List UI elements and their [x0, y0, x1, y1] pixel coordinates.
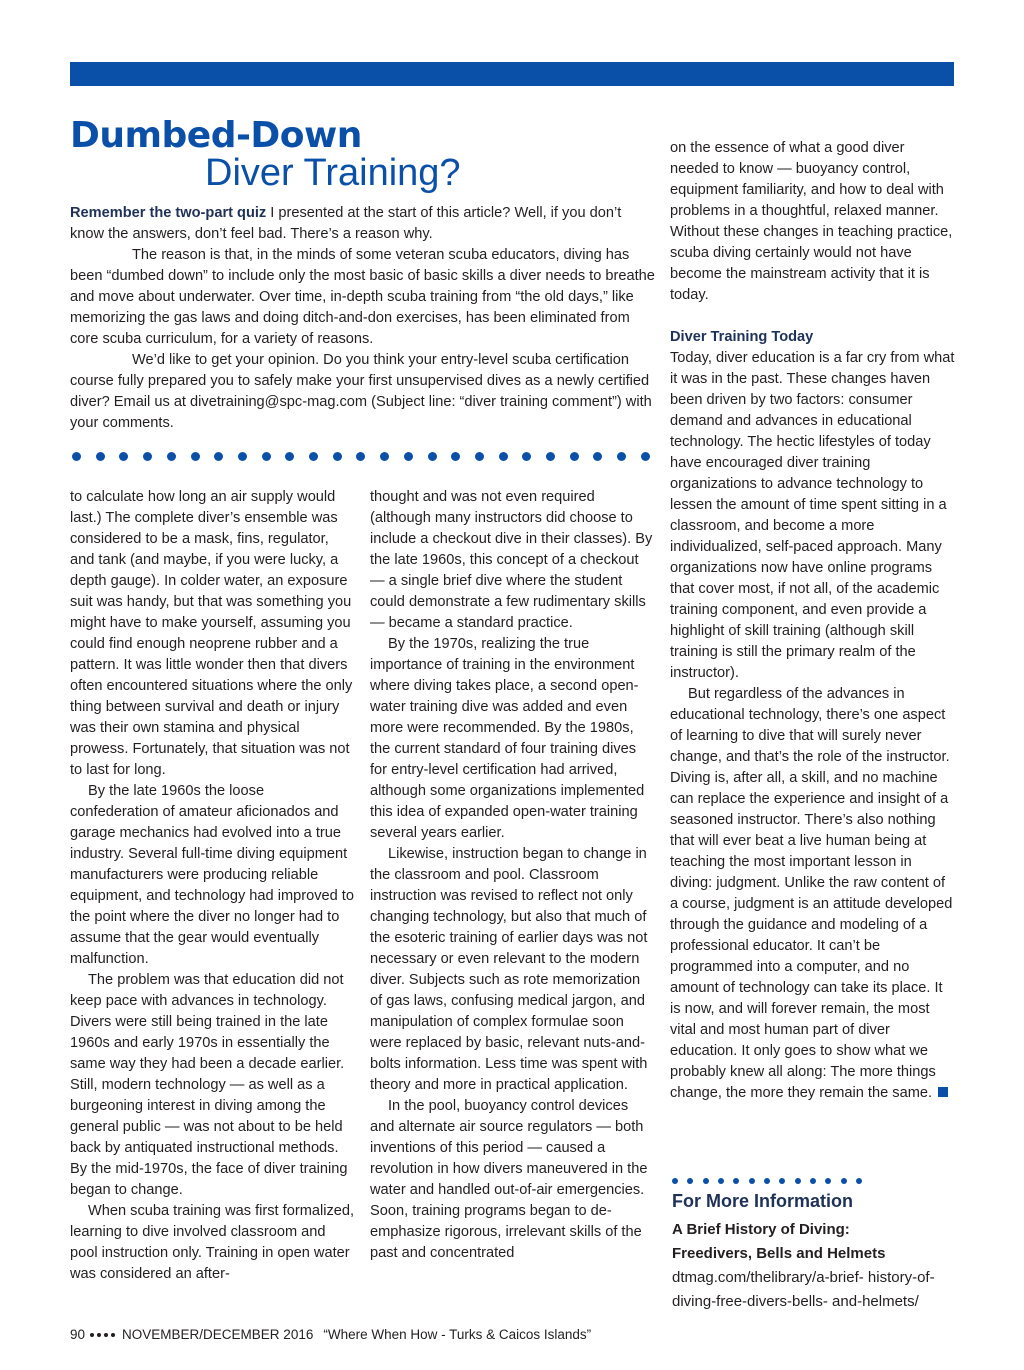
- more-info-title-line2: Freedivers, Bells and Helmets: [672, 1245, 886, 1262]
- column-2: [370, 487, 655, 1264]
- body-paragraph: [670, 684, 955, 1104]
- issue-tagline: “Where When How - Turks & Caicos Islands”: [323, 1327, 592, 1342]
- sidebar-lead-rest: I presented at the start of this article? Well, if you don’t know the answers, don’t feel bad. There’s a reason why.: [70, 205, 622, 242]
- body-paragraph: The problem was that education did not keep pace with advances in technology. Divers were still being trained in the late 1960s and early 1970s in essentially the same way they had been a decade earlier. Still, modern technology — as well as a burgeoning interest in diving among the general public — was not about to be held back by antiquated instructional methods. By the mid-1970s, the face of diver training began to change.: [70, 972, 348, 1198]
- sidebar-paragraph: [70, 203, 655, 245]
- body-paragraph: In the pool, buoyancy control devices and alternate air source regulators — both inventions of this period — caused a revolution in how divers maneuvered in the water and handled out-of-air emergencies. Soon, training programs began to de-emphasize rigorous, irrelevant skills of the past and concentrated: [370, 1098, 648, 1261]
- more-info-box: [672, 1188, 972, 1314]
- sidebar-paragraph: The reason is that, in the minds of some veteran scuba educators, diving has been “dumbed down” to include only the most basic of basic skills a diver needs to breathe and move about underwater. Over time, in-depth scuba training from “the old days,” like memorizing the gas laws and doing ditch-and-don exercises, has been eliminated from core scuba curriculum, for a variety of reasons.: [70, 247, 655, 347]
- end-mark-icon: [938, 1087, 948, 1097]
- article-title-line2: Diver Training?: [205, 152, 461, 194]
- sidebar-paragraph: We’d like to get your opinion. Do you think your entry-level scuba certification course fully prepared you to safely make your first unsupervised dives as a newly certified diver? Email us at divetraining@spc-mag.com (Subject line: “diver training comment”) with your comments.: [70, 352, 652, 431]
- column-3: [670, 138, 955, 1104]
- body-paragraph: on the essence of what a good diver needed to know — buoyancy control, equipment familiarity, and how to deal with problems in a thoughtful, relaxed manner. Without these changes in teaching practice, scuba diving certainly would not have become the mainstream activity that it is today.: [670, 140, 953, 303]
- body-paragraph: By the late 1960s the loose confederation of amateur aficionados and garage mechanics had evolved into a true industry. Several full-time diving equipment manufacturers were producing reliable equipment, and technology had improved to the point where the diver no longer had to assume that the gear would eventually malfunction.: [70, 783, 354, 967]
- closing-text: But regardless of the advances in educational technology, there’s one aspect of learning to dive that will surely never change, and that’s the role of the instructor. Diving is, after all, a skill, and no machine can replace the experience and insight of a seasoned instructor. There’s also nothing that will ever beat a live human being at teaching the most important lesson in diving: judgment. Unlike the raw content of a course, judgment is an attitude developed through the guidance and modeling of a professional educator. It can’t be programmed into a computer, and no amount of technology can take its place. It is now, and will forever remain, the most vital and most human part of diver education. It only goes to show what we probably knew all along: The more things change, the more they remain the same.: [670, 686, 953, 1101]
- body-paragraph: Likewise, instruction began to change in the classroom and pool. Classroom instruction was revised to reflect not only changing technology, but also that much of the esoteric training of earlier days was not necessary or even relevant to the modern diver. Subjects such as rote memorization of gas laws, confusing medical jargon, and manipulation of complex formulae soon were replaced by basic, relevant nuts-and-bolts information. Less time was spent with theory and more in practical application.: [370, 846, 648, 1093]
- body-paragraph: When scuba training was first formalized, learning to dive involved classroom and pool instruction only. Training in open water was considered an after-: [70, 1203, 355, 1282]
- issue-date: NOVEMBER/DECEMBER 2016: [122, 1327, 314, 1342]
- column-1: [70, 487, 355, 1285]
- page-number: 90: [70, 1327, 86, 1342]
- dot-divider-small: [672, 1176, 862, 1186]
- body-paragraph: to calculate how long an air supply would last.) The complete diver’s ensemble was considered to be a mask, fins, regulator, and tank (and maybe, if you were lucky, a depth gauge). In colder water, an exposure suit was handy, but that was something you might have to make yourself, assuming you could find enough neoprene rubber and a pattern. It was little wonder then that divers often encountered situations where the only thing between survival and death or injury was their own stamina and physical prowess. Fortunately, that situation was not to last for long.: [70, 489, 353, 778]
- more-info-heading: For More Information: [672, 1191, 853, 1211]
- article-title-line1: Dumbed-Down: [70, 115, 362, 156]
- body-paragraph: By the 1970s, realizing the true importance of training in the environment where diving takes place, a second open-water training dive was added and even more were recommended. By the 1980s, the current standard of four training dives for entry-level certification had arrived, although some organizations implemented this idea of expanded open-water training several years earlier.: [370, 636, 645, 841]
- more-info-link[interactable]: dtmag.com/thelibrary/a-brief- history-of-diving-free-divers-bells- and-helmets/: [672, 1269, 935, 1310]
- page-footer: [70, 1326, 591, 1344]
- header-bar: [70, 62, 954, 86]
- dot-divider: [72, 450, 650, 462]
- sidebar-box: [70, 203, 655, 434]
- body-paragraph: Today, diver education is a far cry from what it was in the past. These changes haven been driven by two factors: consumer demand and advances in educational technology. The hectic lifestyles of today have encouraged diver training organizations to advance technology to lessen the amount of time spent sitting in a classroom, and become a more individualized, self-paced approach. Many organizations now have online programs that cover most, if not all, of the academic training component, and even provide a highlight of skill training (although skill training is still the primary realm of the instructor).: [670, 350, 955, 681]
- body-paragraph: thought and was not even required (although many instructors did choose to include a checkout dive in their classes). By the late 1960s, this concept of a checkout — a single brief dive where the student could demonstrate a few rudimentary skills — became a standard practice.: [370, 489, 653, 631]
- footer-dots: [90, 1333, 115, 1337]
- section-heading: Diver Training Today: [670, 329, 814, 345]
- sidebar-lead: Remember the two-part quiz: [70, 205, 267, 221]
- more-info-title-line1: A Brief History of Diving:: [672, 1221, 850, 1238]
